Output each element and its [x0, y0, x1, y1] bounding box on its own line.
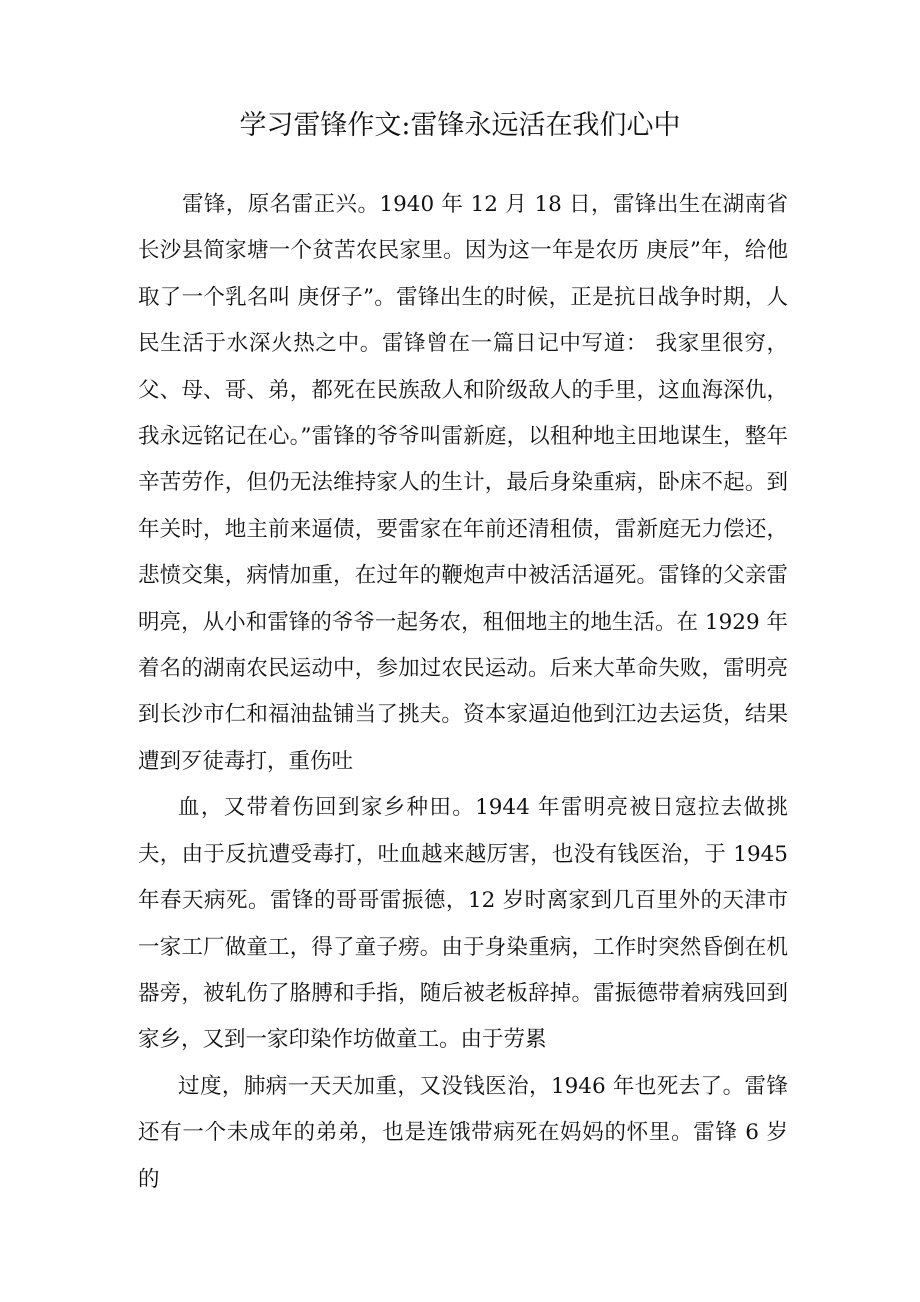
paragraph-1: 雷锋，原名雷正兴。1940 年 12 月 18 日，雷锋出生在湖南省长沙县简家塘一个贫苦农民家里。因为这一年是农历 庚辰”年，给他取了一个乳名叫 庚伢子”。雷锋出生的时候，正是抗日战争时期，人民生活于水深火热之中。雷锋曾在一篇日记中写道： 我家里很穷，父、母、哥、弟，都死在民族敌人和阶级敌人的手里，这血海深仇，我永远铭记在心。”雷锋的爷爷叫雷新庭，以租种地主田地谋生，整年辛苦劳作，但仍无法维持家人的生计，最后身染重病，卧床不起。到年关时，地主前来逼债，要雷家在年前还清租债，雷新庭无力偿还，悲愤交集，病情加重，在过年的鞭炮声中被活活逼死。雷锋的父亲雷明亮，从小和雷锋的爷爷一起务农，租佃地主的地生活。在 1929 年着名的湖南农民运动中，参加过农民运动。后来大革命失败，雷明亮到长沙市仁和福油盐铺当了挑夫。资本家逼迫他到江边去运货，结果遭到歹徒毒打，重伤吐	[138, 192, 788, 774]
paragraph-3: 过度，肺病一天天加重，又没钱医治，1946 年也死去了。雷锋还有一个未成年的弟弟，也是连饿带病死在妈妈的怀里。雷锋 6 岁的	[138, 1073, 788, 1192]
paragraph-2: 血，又带着伤回到家乡种田。1944 年雷明亮被日寇拉去做挑夫，由于反抗遭受毒打，吐血越来越厉害，也没有钱医治，于 1945 年春天病死。雷锋的哥哥雷振德，12 岁时离家到几百里外的天津市一家工厂做童工，得了童子痨。由于身染重病，工作时突然昏倒在机器旁，被轧伤了胳膊和手指，随后被老板辞掉。雷振德带着病残回到家乡，又到一家印染作坊做童工。由于劳累	[138, 795, 788, 1053]
document-title: 学习雷锋作文:雷锋永远活在我们心中	[239, 110, 681, 141]
document-body	[138, 182, 788, 1203]
